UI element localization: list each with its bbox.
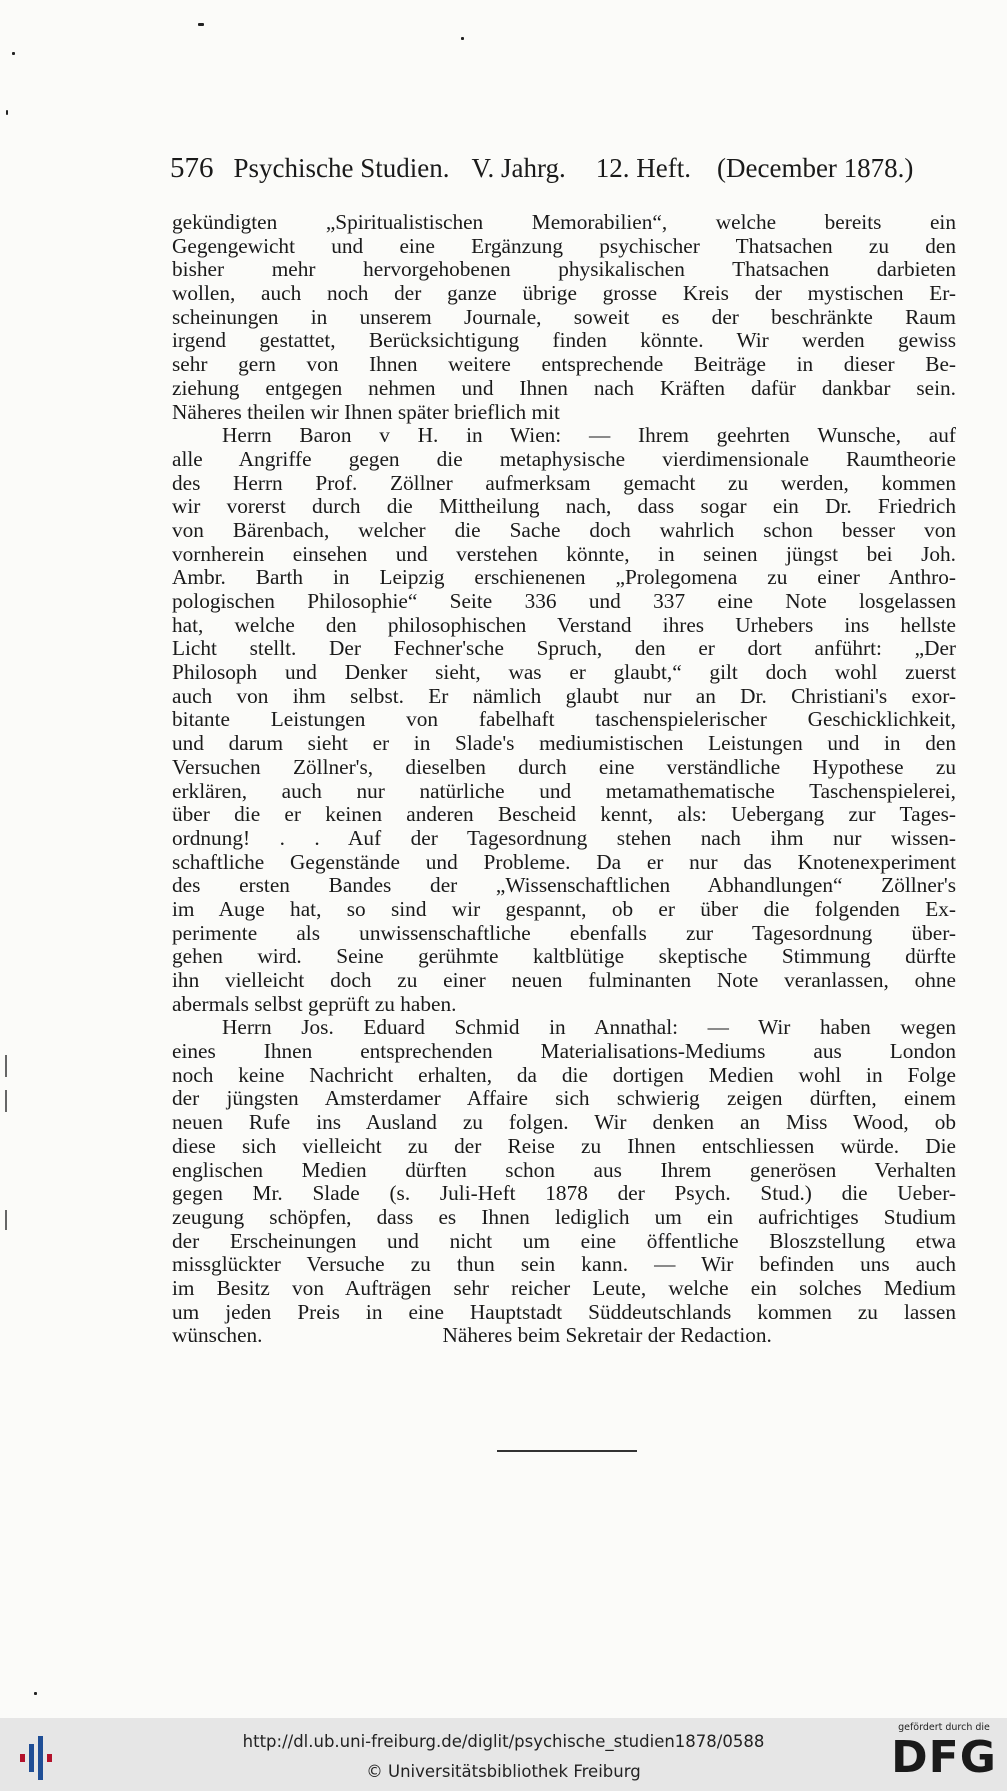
text-line: irgend gestattet, Berücksichtigung finden könnte. Wir werden gewiss (172, 329, 956, 353)
text-line: erklären, auch nur natürliche und metamathematische Taschenspielerei, (172, 779, 956, 803)
text-line: über die er keinen anderen Bescheid kennt, als: Uebergang zur Tages- (172, 803, 956, 827)
final-line (172, 1324, 956, 1348)
scan-speck (34, 1692, 37, 1695)
text-line: vornherein einsehen und verstehen könnte, in seinen jüngst bei Joh. (172, 542, 956, 566)
text-line: zeugung schöpfen, dass es Ihnen lediglich um ein aufrichtiges Studium (172, 1205, 956, 1229)
scan-speck (198, 23, 204, 26)
body-text (172, 211, 956, 1348)
text-line: auch von ihm selbst. Er nämlich glaubt nur an Dr. Christiani's exor- (172, 684, 956, 708)
dfg-caption: gefördert durch die (898, 1722, 990, 1733)
final-line-right: Näheres beim Sekretair der Redaction. (442, 1324, 772, 1348)
text-line: neuen Rufe ins Ausland zu folgen. Wir denken an Miss Wood, ob (172, 1111, 956, 1135)
running-head (170, 152, 915, 185)
text-line: Näheres theilen wir Ihnen später brieflich mit (172, 400, 560, 424)
text-line: perimente als unwissenschaftliche ebenfalls zur Tagesordnung über- (172, 921, 956, 945)
text-line: ihn vielleicht doch zu einer neuen fulminanten Note veranlassen, ohne (172, 969, 956, 992)
text-line: Licht stellt. Der Fechner'sche Spruch, den er dort anführt: „Der (172, 637, 956, 661)
text-line: bitante Leistungen von fabelhaft taschenspielerischer Geschicklichkeit, (172, 708, 956, 732)
text-line: wollen, auch noch der ganze übrige grosse Kreis der mystischen Er- (172, 282, 956, 306)
text-line: bisher mehr hervorgehobenen physikalischen Thatsachen darbieten (172, 258, 956, 282)
dfg-logo (888, 1722, 1000, 1788)
issue: 12. Heft. (595, 153, 691, 183)
text-line: gehen wird. Seine gerühmte kaltblütige skeptische Stimmung dürfte (172, 945, 956, 969)
text-line: Ambr. Barth in Leipzig erschienenen „Prolegomena zu einer Anthro- (172, 566, 956, 590)
scan-speck (12, 52, 15, 55)
text-line: schaftliche Gegenstände und Probleme. Da er nur das Knotenexperiment (172, 850, 956, 874)
text-line: gegen Mr. Slade (s. Juli-Heft 1878 der Psych. Stud.) die Ueber- (172, 1182, 956, 1206)
journal-title: Psychische Studien. (233, 153, 450, 183)
paragraph-start: Herrn Baron v H. in Wien: — Ihrem geehrten Wunsche, auf (222, 424, 956, 448)
text-line: Versuchen Zöllner's, dieselben durch eine verständliche Hypothese zu (172, 755, 956, 779)
text-line: wir vorerst durch die Mittheilung nach, dass sogar ein Dr. Friedrich (172, 495, 956, 519)
volume: V. Jahrg. (471, 153, 566, 183)
scan-speck (6, 110, 8, 115)
page-number: 576 (170, 152, 214, 184)
final-line-left: wünschen. (172, 1324, 263, 1348)
scan-speck (461, 37, 464, 40)
text-line: ziehung entgegen nehmen und Ihnen nach Kräften dafür dankbar sein. (172, 376, 956, 400)
text-line: Philosoph und Denker sieht, was er glaubt,“ gilt doch wohl zuerst (172, 661, 956, 685)
text-line: im Besitz von Aufträgen sehr reicher Leute, welche ein solches Medium (172, 1276, 956, 1300)
text-line: diese sich vielleicht zu der Reise zu Ihnen entschliessen würde. Die (172, 1134, 956, 1158)
text-line: des ersten Bandes der „Wissenschaftlichen Abhandlungen“ Zöllner's (172, 874, 956, 898)
issue-date: (December 1878.) (717, 153, 914, 183)
text-line: eines Ihnen entsprechenden Materialisations-Mediums aus London (172, 1040, 956, 1064)
text-line: und darum sieht er in Slade's mediumistischen Leistungen und in den (172, 732, 956, 756)
text-line: noch keine Nachricht erhalten, da die dortigen Medien wohl in Folge (172, 1063, 956, 1087)
page-url[interactable]: http://dl.ub.uni-freiburg.de/diglit/psychische_studien1878/0588 (242, 1732, 765, 1751)
dfg-logo-text: DFG (891, 1732, 997, 1783)
viewer-footer (0, 1718, 1007, 1791)
text-line: des Herrn Prof. Zöllner aufmerksam gemacht zu werden, kommen (172, 471, 956, 495)
text-line: Gegengewicht und eine Ergänzung psychischer Thatsachen zu den (172, 234, 956, 258)
text-line: um jeden Preis in eine Hauptstadt Süddeutschlands kommen zu lassen (172, 1300, 956, 1324)
text-line: alle Angriffe gegen die metaphysische vierdimensionale Raumtheorie (172, 447, 956, 471)
text-line: von Bärenbach, welcher die Sache doch wahrlich schon besser von (172, 518, 956, 542)
margin-mark (5, 1090, 7, 1112)
text-line: englischen Medien dürften schon aus Ihrem generösen Verhalten (172, 1158, 956, 1182)
text-line: pologischen Philosophie“ Seite 336 und 337 eine Note losgelassen (172, 590, 956, 613)
margin-mark (5, 1210, 7, 1230)
paragraph-start: Herrn Jos. Eduard Schmid in Annathal: — Wir haben wegen (222, 1016, 956, 1040)
margin-mark (5, 1055, 7, 1077)
text-line: der jüngsten Amsterdamer Affaire sich schwierig zeigen dürften, einem (172, 1087, 956, 1111)
text-line: ordnung! . . Auf der Tagesordnung stehen nach ihm nur wissen- (172, 826, 956, 850)
section-rule (497, 1450, 637, 1452)
text-line: im Auge hat, so sind wir gespannt, ob er über die folgenden Ex- (172, 897, 956, 921)
text-line: abermals selbst geprüft zu haben. (172, 992, 457, 1016)
text-line: hat, welche den philosophischen Verstand ihres Urhebers ins hellste (172, 613, 956, 637)
text-line: gekündigten „Spiritualistischen Memorabilien“, welche bereits ein (172, 211, 956, 234)
text-line: der Erscheinungen und nicht um eine öffentliche Bloszstellung etwa (172, 1229, 956, 1253)
text-line: scheinungen in unserem Journale, soweit es der beschränkte Raum (172, 305, 956, 329)
text-line: sehr gern von Ihnen weitere entsprechende Beiträge in dieser Be- (172, 353, 956, 377)
text-line: missglückter Versuche zu thun sein kann. — Wir befinden uns auch (172, 1253, 956, 1277)
copyright-notice: © Universitätsbibliothek Freiburg (366, 1762, 641, 1781)
